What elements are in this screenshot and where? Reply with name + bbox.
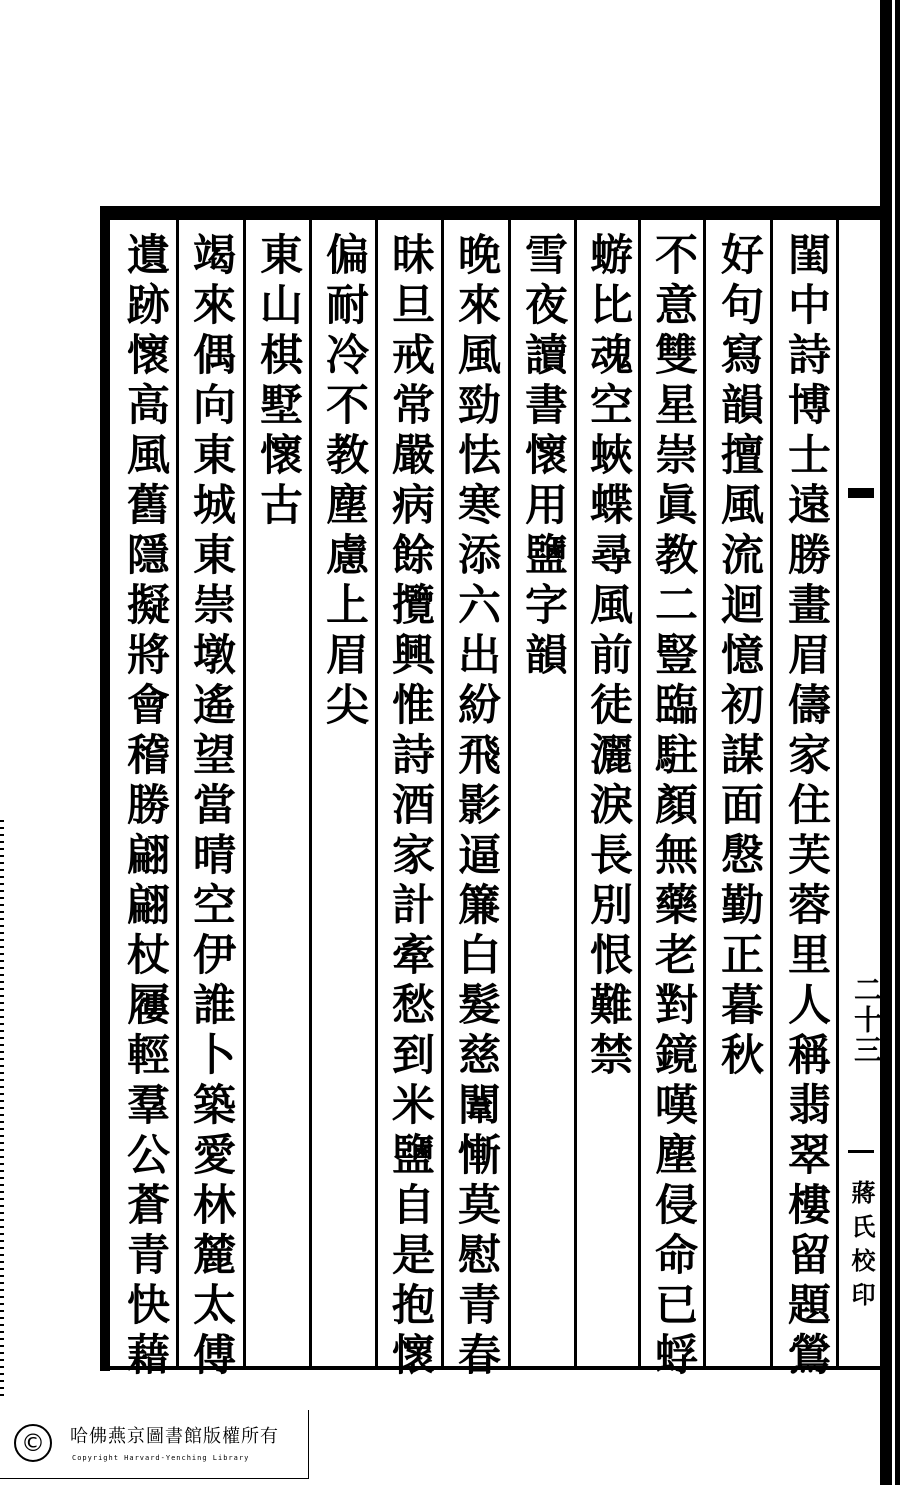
- text-column-3: 不意雙星崇眞教二豎臨駐顏無藥老對鏡嘆塵侵命已蜉: [648, 232, 698, 1382]
- column-divider: [574, 220, 577, 1368]
- frame-top-border: [100, 206, 880, 220]
- text-column-4: 蝣比魂空蛺蝶尋風前徒灑淚長別恨難禁: [583, 232, 633, 1082]
- column-divider: [703, 220, 706, 1368]
- column-divider: [770, 220, 773, 1368]
- text-column-2: 好句寫韻擅風流迴憶初謀面慇勤正暮秋: [714, 232, 764, 1082]
- fish-tail-mark: [848, 488, 874, 498]
- left-edge-dots: [0, 820, 4, 1400]
- frame-left-border: [100, 206, 110, 1371]
- text-column-9: 東山棋墅懷古: [253, 232, 303, 532]
- text-column-1: 閨中詩博士遠勝畫眉儔家住芙蓉里人稱翡翠樓留題鶯: [781, 232, 831, 1382]
- margin-rule: [848, 1150, 874, 1153]
- page-number: 二十三: [850, 975, 883, 1065]
- column-divider: [243, 220, 246, 1368]
- right-edge-gap: [892, 0, 895, 1485]
- text-column-10: 竭來偶向東城東崇墩遙望當晴空伊誰卜築愛林麓太傅: [186, 232, 236, 1382]
- copyright-notice: [0, 1410, 309, 1479]
- column-divider: [441, 220, 444, 1368]
- text-column-5: 雪夜讀書懷用鹽字韻: [518, 232, 568, 682]
- column-divider: [375, 220, 378, 1368]
- right-edge-bar: [880, 0, 900, 1485]
- copyright-icon: ©: [14, 1424, 52, 1462]
- copyright-english: Copyright Harvard-Yenching Library: [72, 1454, 250, 1462]
- column-divider: [638, 220, 641, 1368]
- text-column-11: 遺跡懷高風舊隱擬將會稽勝翩翩杖屨輕羣公蒼青快藉: [120, 232, 170, 1382]
- frame-right-border: [836, 220, 839, 1368]
- column-divider: [176, 220, 179, 1368]
- text-column-8: 偏耐冷不教塵慮上眉尖: [319, 232, 369, 732]
- column-divider: [309, 220, 312, 1368]
- text-column-6: 晚來風勁怯寒添六出紛飛影逼簾白髮慈闈慚莫慰青春: [451, 232, 501, 1382]
- column-divider: [508, 220, 511, 1368]
- text-column-7: 昧旦戒常嚴病餘攬興惟詩酒家計牽愁到米鹽自是抱懷: [385, 232, 435, 1382]
- copyright-chinese: 哈佛燕京圖書館版權所有: [70, 1426, 279, 1447]
- publisher-imprint: 蔣氏校印: [847, 1180, 876, 1316]
